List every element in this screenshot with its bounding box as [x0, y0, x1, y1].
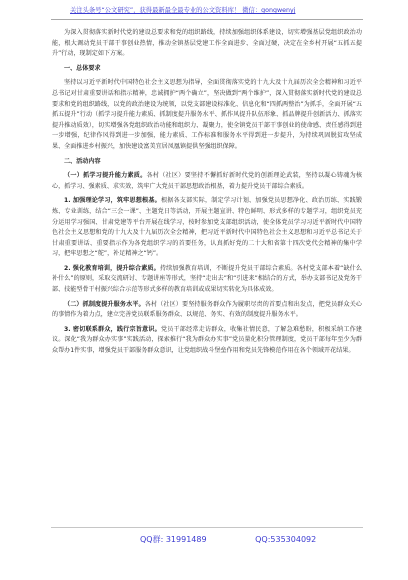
subsection-system-text: 各村（社区）要坚持服务群众作为履职尽责的首要点和出发点，把党员群众关心的事情作为着力点，建立完善党员联系服务群众、以规范、务实、有效的制度提升服务水平。: [52, 300, 363, 319]
section-heading-activity-content: 二、活动内容: [64, 157, 101, 165]
subsection-system-heading: （二）抓制度提升服务水平。: [64, 300, 145, 308]
subsection-study-heading: （一）抓学习提升能力素质。: [64, 172, 147, 180]
item-training-text: 持续加强教育培训，不断提升党员干部综合素质。各村党支部本着“缺什么补什么”的原则，采取交流研讨、专题讲座等形式，坚持“走出去”和“引进来”相结合的方式，举办支部书记及党务干部、技能型骨干村振兴综合示范等形式多样的教育培训或成果切实转化为具体成效。: [52, 264, 362, 294]
subsection-system-paragraph: [52, 300, 362, 321]
header-divider: [51, 19, 363, 20]
item-training-paragraph: [52, 264, 362, 296]
item-theory-study-heading: 1. 加强理论学习，筑牢思想根基。: [64, 197, 161, 205]
subsection-study-text: 各村（社区）要坚持不懈抓好新时代党的创新理论武装，坚持以凝心铸魂为核心，抓学习、强素质、求实效，筑牢广大党员干部思想政治根基，着力提升党员干部综合素质。: [52, 172, 363, 190]
item-theory-study-text: 根据各支部实际，制定学习计划、加强党员思想净化、政治历练、实践锻炼、专业训练，结合“三会一课”、主题党日等活动，开展主题宣讲、特色鲜明、形式多样的专题学习，组织党员充分运用学习强国、甘肃党建等平台开展在线学习，按时参加党支部组织活动，使全体党员学习习近平新时代中国特色社会主义思想和党的十九大及十九届历次全会精神，把习近平新时代中国特色社会主义思想和习近平总书记关于甘肃重要讲话、重要指示作为各党组织学习的首要任务，认真抓好党的二十大和省第十四次党代会精神的集中学习，把牢思想之“舵”，补足精神之“钙”。: [52, 197, 363, 258]
item-mass-contact-heading: 3. 密切联系群众，践行宗旨意识。: [64, 325, 161, 333]
general-requirements-paragraph: 坚持以习近平新时代中国特色社会主义思想为指导，全面贯彻落实党的十九大及十九届历次全会精神和习近平总书记对甘肃重要讲话和指示精神，忠诚拥护“两个确立”，坚决做到“两个维护”，深入贯彻落实新时代党的建设总要求和党的组织路线，以党的政治建设为统领，以党支部建设标准化、信息化和“四抓两整治”为抓手，全面开展“五抓五提升”行动（抓学习提升能力素质、抓制度提升服务水平、抓作风提升队伍形象、抓品牌提升创新活力、抓落实提升推动质效），切实增强各党组织政治功能和组织力、凝聚力，使全镇党员干部干事创业的使命感、责任感得到进一步增强，纪律作风得到进一步加强，能力素质、工作标准和服务水平得到进一步提升，为持续巩固脱贫攻坚成果、全面推进乡村振兴，加快建设富美宜居凤凰镇提供坚强组织保障。: [52, 79, 362, 150]
intro-paragraph: 为深入贯彻落实新时代党的建设总要求和党的组织路线，持续加强组织体系建设，切实增强基层党组织政治功能，根大调动党员干部干事创业热情，推动全镇基层党建工作全面进步、全面过硬，决定在全乡村开展“五抓五提升”行动，现制定如下方案。: [52, 29, 362, 58]
section-heading-general-requirements: 一、总体要求: [64, 64, 101, 72]
item-mass-contact-paragraph: [52, 325, 362, 357]
footer-contact: [140, 534, 316, 545]
item-training-heading: 2. 强化教育培训，提升综合素质。: [64, 264, 160, 272]
item-mass-contact-text: 党员干部经常走访群众，收集社情民意，了解急难愁盼，积极采纳工作建议。深化“我为群众办实事”实践活动，探索推行“我为群众办实事”党员量化积分管理制度，党员干部每年至少为群众帮办1件实事，增强党员干部服务群众意识，让党组织战斗堡垒作用和党员先锋模范作用在各个领域开花结果。: [52, 325, 363, 355]
item-theory-study-paragraph: [52, 196, 362, 260]
document-body: [52, 28, 362, 361]
header-banner-link[interactable]: 关注头条号“公文研究”，获得最新最全最专业的公文资料库！ 微信：gongwenyj: [70, 7, 296, 14]
footer-divider: [51, 527, 363, 528]
footer-qq-group: QQ群: 31991489: [140, 535, 207, 544]
footer-qq-number: QQ:535304092: [255, 535, 317, 544]
subsection-study-paragraph: [52, 171, 362, 192]
